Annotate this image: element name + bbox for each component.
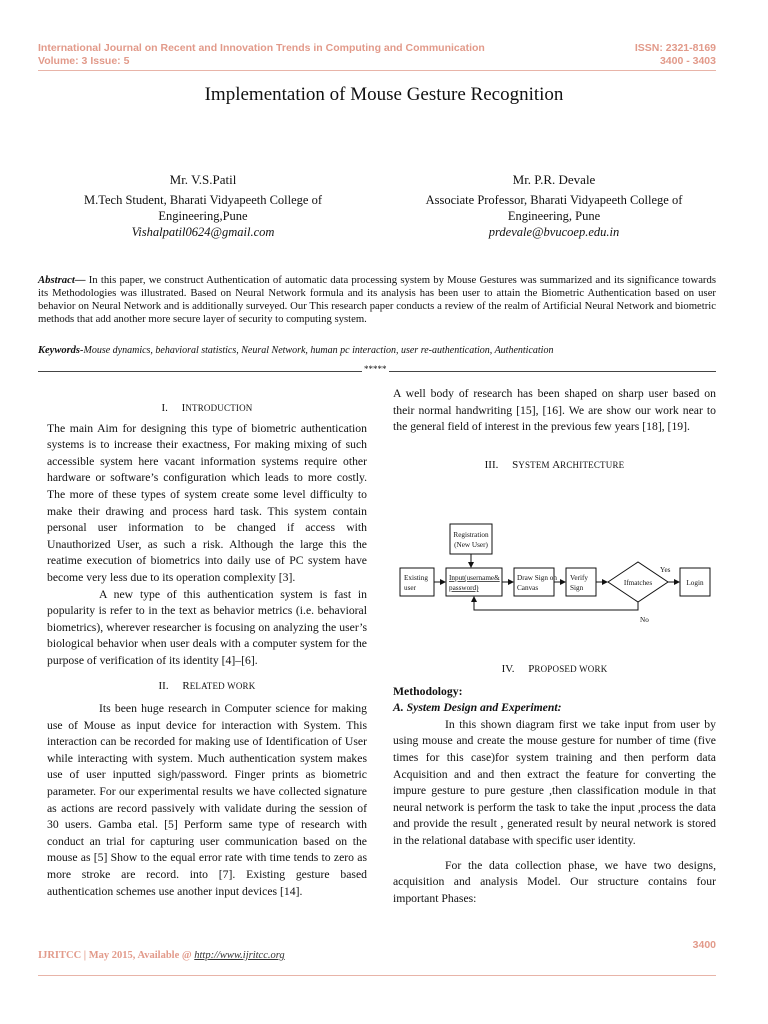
intro-paragraph-1: The main Aim for designing this type of biometric authentication systems is to increase their exactness, For making mixing of such accessible system here vacant information systems require other hardware or software’s configuration which leads to more costly. The more of these types of system create some level difficulty to make their drawing and process hard task. This system contain personal user information to be changed if access with Unauthorized User, as such a risk. Although the large this the reatime execution of biometrics into daily use of PC system have become very less due to its operation complexity [3]. bbox=[47, 421, 367, 584]
node-verify-label-1: Verify bbox=[570, 574, 588, 582]
node-verify-label-2: Sign bbox=[570, 584, 584, 592]
subsection-a-heading: A. System Design and Experiment: bbox=[393, 701, 562, 715]
section-separator bbox=[38, 365, 716, 377]
methodology-heading: Methodology: bbox=[393, 684, 463, 698]
abstract bbox=[38, 274, 716, 326]
node-existing-user bbox=[400, 568, 434, 596]
footer-citation bbox=[38, 950, 285, 961]
proposed-paragraph-2: For the data collection phase, we have two designs, acquisition and analysis Model. Our structure contains four important Phases: bbox=[393, 858, 716, 905]
heading-arch-rest-1: YSTEM bbox=[518, 459, 553, 470]
author-1 bbox=[33, 172, 373, 240]
node-existing-label-2: user bbox=[404, 584, 416, 592]
author-2 bbox=[384, 172, 724, 240]
page-range: 3400 - 3403 bbox=[659, 55, 716, 67]
heading-proposed-work bbox=[393, 661, 716, 678]
proposed-paragraph-1: In this shown diagram first we take input from user by using mouse and create the mouse gesture for number of time (five times for this case)for system training and then perform data Acquisition and and then extract the feature for converting the impure gesture to pure gesture ,then classification module in that neural network is perform the task to take the input ,process the data and provide the result , generated result by neural network is stored in the relational database with specific user identity. bbox=[393, 717, 716, 847]
label-no: No bbox=[640, 616, 649, 624]
node-registration-label-1: Registration bbox=[453, 531, 489, 539]
heading-arch-number: III. bbox=[484, 458, 499, 471]
heading-related-initial: R bbox=[182, 679, 190, 692]
node-ifmatches-decision bbox=[608, 562, 668, 602]
keywords bbox=[38, 345, 716, 356]
node-login bbox=[680, 568, 710, 596]
heading-proposed-initial: P bbox=[528, 663, 535, 675]
header-rule bbox=[38, 70, 716, 71]
node-registration bbox=[450, 524, 492, 554]
node-ifmatches-label: Ifmatches bbox=[623, 579, 653, 587]
journal-header bbox=[38, 42, 485, 68]
page-number: 3400 bbox=[692, 939, 716, 951]
author-2-affil-line2: Engineering, Pune bbox=[507, 209, 601, 223]
node-input-credentials bbox=[446, 568, 502, 596]
label-yes: Yes bbox=[660, 566, 671, 574]
heading-intro-initial: I bbox=[181, 402, 186, 414]
abstract-text: In this paper, we construct Authentication of automatic data processing system by Mouse Gestures was summarized and its significance towards its Methodologies was illustrated. Based on Neural Network formula and its analysis has been user to attain the Biometric Authentication based on user behavior on Neural Network and is additionally surveyed. Our This research paper conducts a review of the realm of Artificial Neural Network and biometric methods that add another more secure layer of security to computing system. bbox=[38, 274, 716, 325]
issn: ISSN: 2321-8169 bbox=[634, 42, 716, 54]
author-1-affil-line1: M.Tech Student, Bharati Vidyapeeth College of bbox=[83, 193, 323, 207]
heading-related-rest: ELATED WORK bbox=[189, 680, 256, 691]
node-verify-sign bbox=[566, 568, 596, 596]
journal-volume: Volume: 3 Issue: 5 bbox=[38, 55, 130, 67]
node-draw-label-2: Canvas bbox=[517, 584, 539, 592]
heading-system-architecture bbox=[393, 457, 716, 474]
node-input-label-2: password) bbox=[449, 584, 479, 592]
system-architecture-diagram bbox=[398, 520, 718, 628]
node-draw-sign bbox=[514, 568, 557, 596]
journal-name: International Journal on Recent and Innovation Trends in Computing and Communication bbox=[38, 42, 485, 54]
right-column-bottom bbox=[393, 661, 716, 907]
keywords-label: Keywords- bbox=[38, 345, 84, 356]
heading-arch-initial-1: S bbox=[512, 458, 519, 471]
heading-intro-rest: NTRODUCTION bbox=[185, 403, 253, 413]
right-column-top bbox=[393, 386, 716, 473]
author-1-email: Vishalpatil0624@gmail.com bbox=[131, 225, 275, 239]
author-1-affil-line2: Engineering,Pune bbox=[158, 209, 248, 223]
heading-intro-number: I. bbox=[161, 402, 168, 414]
author-2-name: Mr. P.R. Devale bbox=[512, 172, 596, 187]
related-paragraph-1: Its been huge research in Computer science for making use of Mouse as input device for interaction with System. This interaction can be recorded for making use of Identification of User while interacting with system. Much authentication system makes use of user inputted sigh/password. Finger prints as biometric parameter. For our experimental results we have collected signature as actions are record passively with validate during the session of 30 users. Gamba etal. [5] Perform same type of research with conduct an trial for capturing user communication based on the mouse as [5] Show to the equal error rate with time tends to zero as more stroke are record. into [7]. Existing gesture based authentication schemes use another input devices [14]. bbox=[47, 702, 367, 898]
node-draw-label-1: Draw Sign on bbox=[517, 574, 557, 582]
author-1-name: Mr. V.S.Patil bbox=[169, 172, 237, 187]
keywords-text: Mouse dynamics, behavioral statistics, Neural Network, human pc interaction, user re-authentication, Authentication bbox=[83, 345, 554, 356]
node-registration-label-2: (New User) bbox=[454, 541, 488, 549]
issn-header bbox=[635, 42, 716, 68]
intro-paragraph-2: A new type of this authentication system is fast in popularity is refer to in the text as behavior metrics (i.e. behavioral biometrics), wherever researcher is focusing on analyzing the user’s biological behavior when user deals with a computer system for the purpose of verification of its identity [4]–[6]. bbox=[47, 587, 367, 667]
heading-arch-initial-2: A bbox=[552, 458, 561, 471]
related-paragraph-2: A well body of research has been shaped on sharp user based on their normal handwriting [15], [16]. We are show our work near to the general field of interest in the previous few years [18], [19]. bbox=[393, 387, 716, 434]
heading-proposed-number: IV. bbox=[501, 663, 515, 675]
node-existing-label-1: Existing bbox=[404, 574, 428, 582]
heading-proposed-rest: ROPOSED WORK bbox=[534, 664, 608, 674]
heading-related-work bbox=[47, 678, 367, 695]
footer-rule bbox=[38, 975, 716, 976]
arrow-no-loop-back bbox=[474, 597, 638, 610]
heading-introduction bbox=[47, 400, 367, 417]
separator-stars: ***** bbox=[364, 364, 387, 374]
journal-website-link[interactable]: http://www.ijritcc.org bbox=[194, 950, 285, 961]
author-2-email: prdevale@bvucoep.edu.in bbox=[488, 225, 620, 239]
author-2-affil-line1: Associate Professor, Bharati Vidyapeeth College of bbox=[425, 193, 683, 207]
paper-title: Implementation of Mouse Gesture Recognition bbox=[204, 84, 564, 105]
heading-related-number: II. bbox=[158, 679, 169, 692]
abstract-label: Abstract— bbox=[38, 274, 86, 286]
node-input-label-1: Input(username& bbox=[449, 574, 500, 582]
footer-text: IJRITCC | May 2015, Available @ bbox=[38, 950, 195, 961]
node-login-label: Login bbox=[686, 579, 704, 587]
left-column bbox=[47, 400, 367, 900]
heading-arch-rest-2: RCHITECTURE bbox=[560, 459, 625, 470]
